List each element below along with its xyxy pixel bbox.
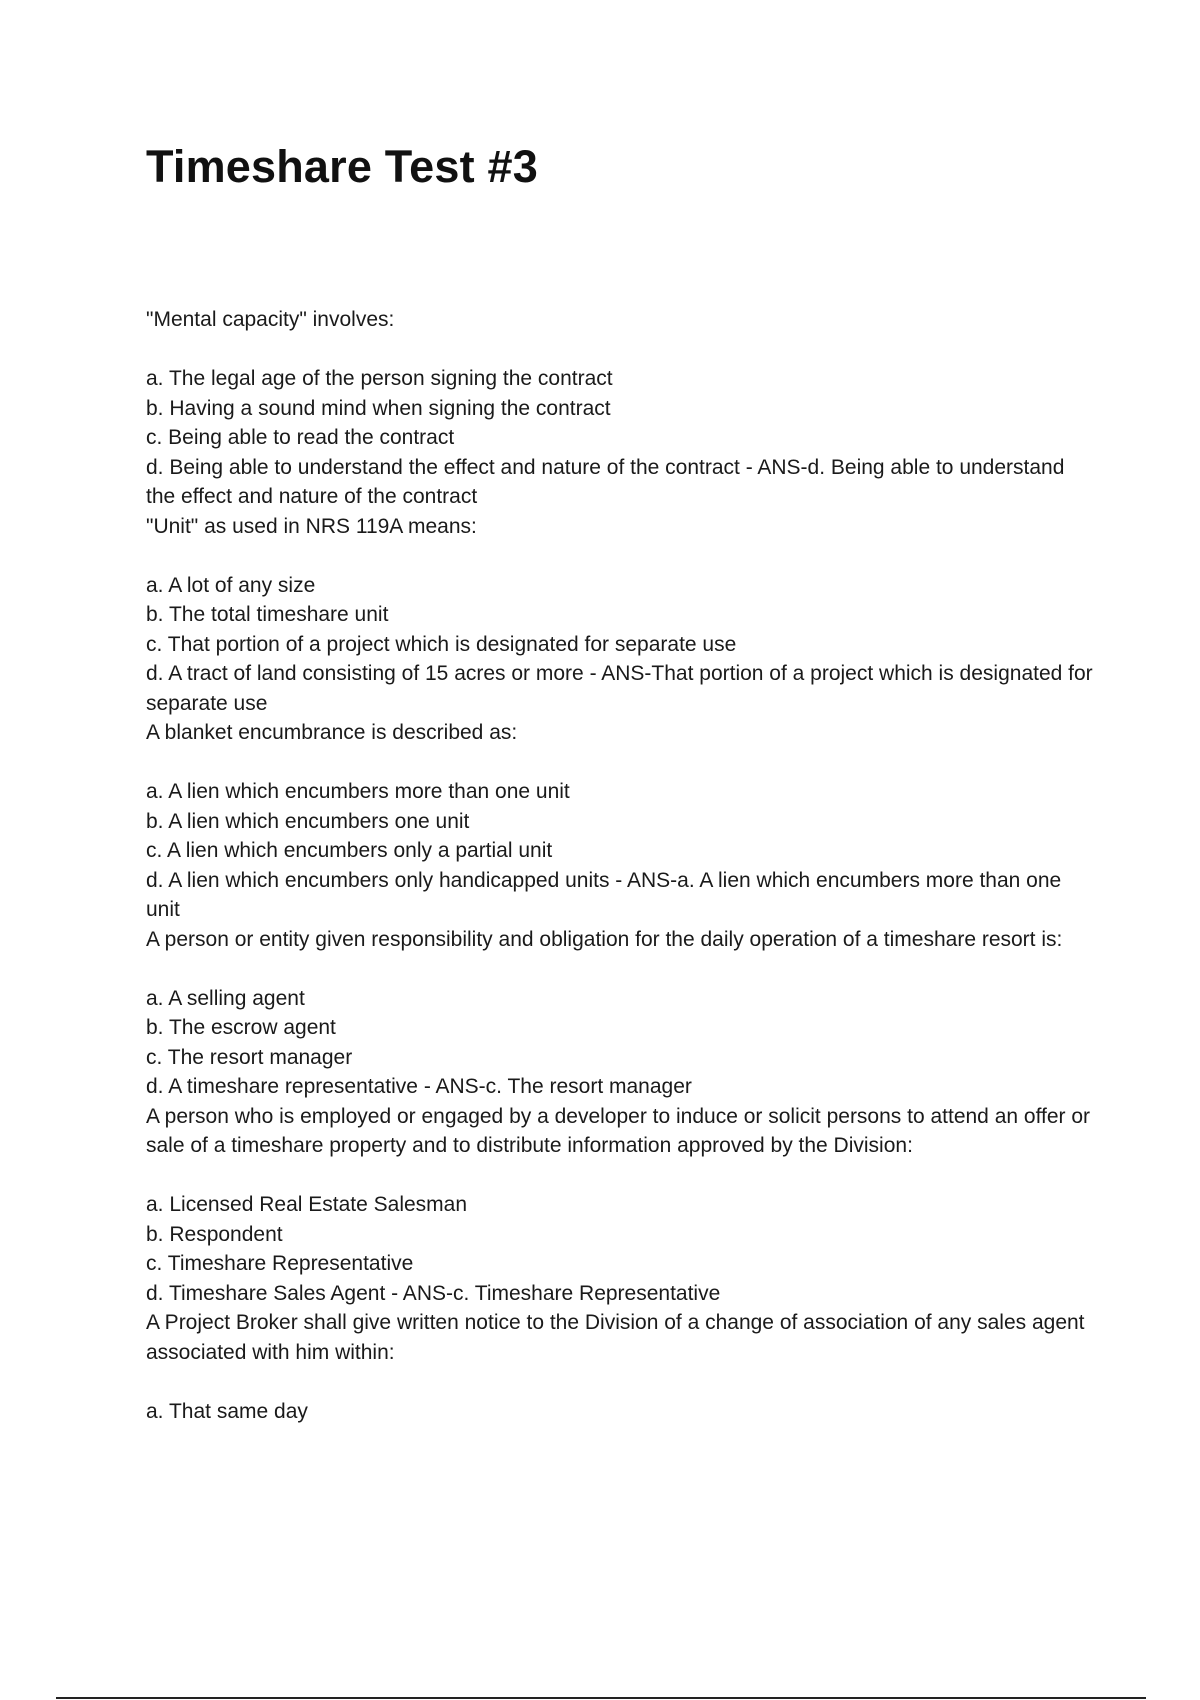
answer-option: b. A lien which encumbers one unit [146, 809, 470, 833]
answer-option: a. Licensed Real Estate Salesman [146, 1193, 468, 1216]
answer-option-with-answer: d. A tract of land consisting of 15 acres or more - ANS-That portion of a project which is designated for separate use [146, 662, 1093, 715]
answer-option: b. Respondent [146, 1222, 283, 1246]
spacer [146, 335, 1096, 365]
spacer [146, 954, 1096, 984]
spacer [146, 1161, 1096, 1191]
answer-option-with-answer: d. Being able to understand the effect and nature of the contract - ANS-d. Being able to understand the effect and nature of the contract [146, 455, 1065, 508]
question-list [146, 305, 1096, 1426]
answer-option: b. The total timeshare unit [146, 603, 389, 626]
answer-option: c. Timeshare Representative [146, 1252, 414, 1275]
question-prompt: A person who is employed or engaged by a developer to induce or solicit persons to attend an offer or sale of a timeshare property and to distribute information approved by the Division: [146, 1104, 1091, 1157]
answer-option: a. A selling agent [146, 986, 305, 1010]
spacer [146, 541, 1096, 571]
answer-option: b. Having a sound mind when signing the contract [146, 396, 611, 420]
page-bottom-divider [56, 1697, 1146, 1699]
answer-option: a. The legal age of the person signing the contract [146, 367, 613, 390]
spacer [146, 1367, 1096, 1397]
answer-option-with-answer: d. A lien which encumbers only handicapped units - ANS-a. A lien which encumbers more than one unit [146, 868, 1062, 921]
answer-option-with-answer: d. Timeshare Sales Agent - ANS-c. Timeshare Representative [146, 1281, 721, 1305]
page-title: Timeshare Test #3 [146, 141, 538, 192]
question-prompt: "Unit" as used in NRS 119A means: [146, 514, 477, 538]
spacer [146, 748, 1096, 778]
question-prompt: A blanket encumbrance is described as: [146, 721, 518, 744]
answer-option-with-answer: d. A timeshare representative - ANS-c. The resort manager [146, 1075, 692, 1098]
question-prompt: "Mental capacity" involves: [146, 308, 395, 331]
answer-option: c. The resort manager [146, 1045, 353, 1069]
answer-option: a. That same day [146, 1399, 308, 1423]
answer-option: c. A lien which encumbers only a partial unit [146, 839, 553, 862]
answer-option: c. That portion of a project which is designated for separate use [146, 632, 737, 656]
question-prompt: A person or entity given responsibility and obligation for the daily operation of a timeshare resort is: [146, 927, 1063, 951]
answer-option: a. A lot of any size [146, 573, 316, 597]
answer-option: b. The escrow agent [146, 1016, 336, 1039]
question-prompt: A Project Broker shall give written notice to the Division of a change of association of any sales agent associated with him within: [146, 1311, 1085, 1364]
answer-option: a. A lien which encumbers more than one unit [146, 780, 570, 803]
answer-option: c. Being able to read the contract [146, 426, 455, 449]
